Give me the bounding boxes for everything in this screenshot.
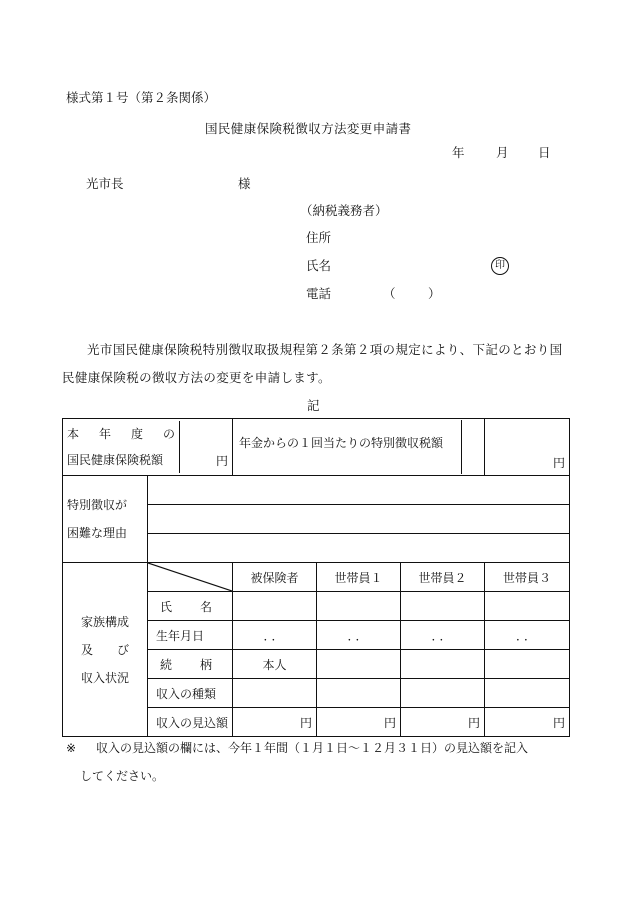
- name-insured-cell[interactable]: [233, 592, 317, 621]
- date-year-label: 年: [452, 145, 465, 160]
- name-member-3-cell[interactable]: [485, 592, 570, 621]
- application-table: [62, 418, 570, 737]
- date-day-label: 日: [538, 145, 551, 160]
- addressee-name: 光市長: [86, 176, 124, 191]
- row-label-name: 氏 名: [148, 592, 233, 621]
- phone-label: 電話: [306, 286, 332, 301]
- reason-row-1: [63, 476, 570, 505]
- income-type-member-3-cell[interactable]: [485, 679, 570, 708]
- relation-insured-cell: 本人: [233, 650, 317, 679]
- reason-line-3[interactable]: [148, 534, 570, 563]
- col-header-member-1: 世帯員１: [317, 563, 401, 592]
- income-type-member-1-cell[interactable]: [317, 679, 401, 708]
- date-month-label: 月: [496, 145, 509, 160]
- family-label: 家族構成 及 び 収入状況: [63, 563, 148, 737]
- relation-member-1-cell[interactable]: [317, 650, 401, 679]
- note-line-1: 収入の見込額の欄には、今年１年間（１月１日〜１２月３１日）の見込額を記入: [96, 741, 529, 755]
- reason-label: 特別徴収が 困難な理由: [63, 476, 148, 563]
- birth-member-3-cell[interactable]: ．．: [485, 621, 570, 650]
- note-line-2: してください。: [80, 769, 165, 783]
- address-label: 住所: [306, 230, 332, 245]
- page-title: 国民健康保険税徴収方法変更申請書: [205, 121, 412, 136]
- row-label-birth: 生年月日: [148, 621, 233, 650]
- income-type-insured-cell[interactable]: [233, 679, 317, 708]
- diagonal-header-cell: [148, 563, 233, 592]
- row-label-income-type: 収入の種類: [148, 679, 233, 708]
- note-mark: ※: [66, 741, 77, 755]
- income-estimate-insured-cell[interactable]: 円: [233, 708, 317, 737]
- col-header-member-2: 世帯員２: [401, 563, 485, 592]
- relation-member-2-cell[interactable]: [401, 650, 485, 679]
- birth-member-1-cell[interactable]: ．．: [317, 621, 401, 650]
- name-member-2-cell[interactable]: [401, 592, 485, 621]
- phone-paren-open: （: [383, 286, 396, 301]
- pension-cell: [233, 419, 485, 476]
- addressee-honorific: 様: [238, 176, 251, 191]
- income-estimate-member-1-cell[interactable]: 円: [317, 708, 401, 737]
- birth-member-2-cell[interactable]: ．．: [401, 621, 485, 650]
- seal-mark: 印: [491, 257, 509, 275]
- body-paragraph: 光市国民健康保険税特別徴収取扱規程第２条第２項の規定により、下記のとおり国民健康保険税の徴収方法の変更を申請します。: [62, 342, 563, 385]
- row-label-relation: 続 柄: [148, 650, 233, 679]
- income-estimate-member-2-cell[interactable]: 円: [401, 708, 485, 737]
- col-header-insured: 被保険者: [233, 563, 317, 592]
- birth-insured-cell[interactable]: ．．: [233, 621, 317, 650]
- diagonal-line: [148, 563, 232, 591]
- form-number: 様式第１号（第２条関係）: [66, 90, 217, 105]
- ki-heading: 記: [307, 398, 320, 413]
- tax-amount-input[interactable]: 円: [179, 421, 232, 473]
- row-label-income-estimate: 収入の見込額: [148, 708, 233, 737]
- pension-amount-input[interactable]: 円: [485, 419, 570, 476]
- name-label: 氏名: [306, 258, 332, 273]
- pension-label: 年金からの１回当たりの特別徴収税額: [233, 420, 462, 474]
- tax-amount-label: 本 年 度 の 国民健康保険税額: [67, 427, 175, 467]
- income-estimate-member-3-cell[interactable]: 円: [485, 708, 570, 737]
- name-member-1-cell[interactable]: [317, 592, 401, 621]
- reason-line-1[interactable]: [148, 476, 570, 505]
- tax-amount-row: [63, 419, 570, 476]
- family-header-row: [63, 563, 570, 592]
- relation-member-3-cell[interactable]: [485, 650, 570, 679]
- tax-amount-label-cell: [63, 419, 233, 476]
- col-header-member-3: 世帯員３: [485, 563, 570, 592]
- applicant-heading: （納税義務者）: [300, 203, 388, 218]
- note-block: [66, 734, 570, 790]
- reason-line-2[interactable]: [148, 505, 570, 534]
- income-type-member-2-cell[interactable]: [401, 679, 485, 708]
- phone-paren-close: ）: [428, 286, 441, 301]
